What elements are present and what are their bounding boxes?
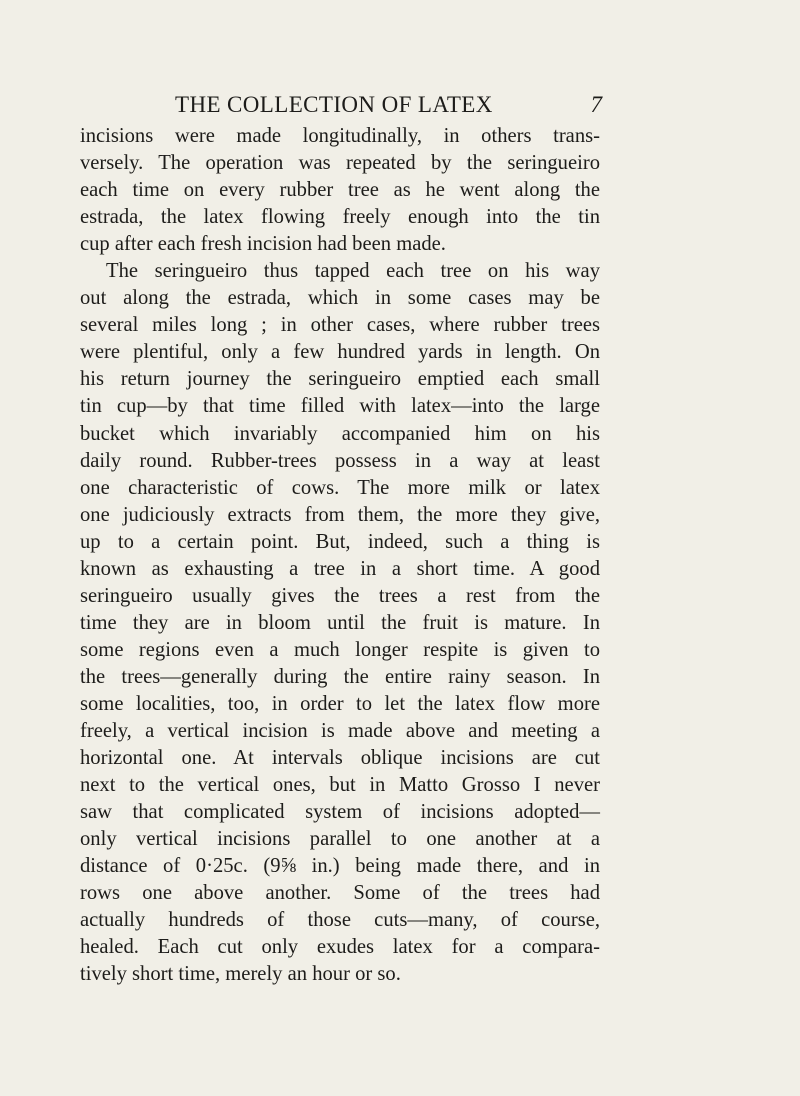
text-line: healed. Each cut only exudes latex for a compara- [80,936,600,959]
text-line: bucket which invariably accompanied him on his [80,422,600,445]
text-line: cup after each fresh incision had been made. [80,233,446,256]
text-line: one judiciously extracts from them, the more they give, [80,503,600,526]
text-line: seringueiro usually gives the trees a rest from the [80,584,600,607]
paragraph-first-line: The seringueiro thus tapped each tree on his way [106,260,600,283]
text-line: each time on every rubber tree as he went along the [80,179,600,202]
text-line: estrada, the latex flowing freely enough into the tin [80,206,600,229]
text-line: several miles long ; in other cases, where rubber trees [80,314,600,337]
text-line: next to the vertical ones, but in Matto Grosso I never [80,774,600,797]
text-line: were plentiful, only a few hundred yards in length. On [80,341,600,364]
text-line: some localities, too, in order to let the latex flow more [80,692,600,715]
text-line: versely. The operation was repeated by the seringueiro [80,152,600,175]
text-line: time they are in bloom until the fruit is mature. In [80,611,600,634]
text-line: tin cup—by that time filled with latex—into the large [80,395,600,418]
text-line: one characteristic of cows. The more milk or latex [80,476,600,499]
running-title: THE COLLECTION OF LATEX [175,92,493,117]
page-number: 7 [590,92,602,117]
text-line: up to a certain point. But, indeed, such a thing is [80,530,600,553]
text-line: saw that complicated system of incisions adopted— [80,801,600,824]
text-line: known as exhausting a tree in a short time. A good [80,557,600,580]
text-line: incisions were made longitudinally, in others trans- [80,125,600,147]
text-line: daily round. Rubber-trees possess in a way at least [80,449,600,472]
text-line: horizontal one. At intervals oblique incisions are cut [80,747,600,770]
text-line: some regions even a much longer respite is given to [80,638,600,661]
text-line: actually hundreds of those cuts—many, of course, [80,909,600,932]
text-line: his return journey the seringueiro emptied each small [80,368,600,391]
body-text [80,123,600,989]
text-line: out along the estrada, which in some cases may be [80,287,600,310]
text-line: freely, a vertical incision is made above and meeting a [80,720,600,743]
text-line: distance of 0·25c. (9⅝ in.) being made there, and in [80,855,600,878]
text-line: the trees—generally during the entire rainy season. In [80,665,600,688]
text-line: tively short time, merely an hour or so. [80,963,401,986]
text-line: rows one above another. Some of the trees had [80,882,600,905]
text-line: only vertical incisions parallel to one another at a [80,828,600,851]
running-header [80,92,600,122]
